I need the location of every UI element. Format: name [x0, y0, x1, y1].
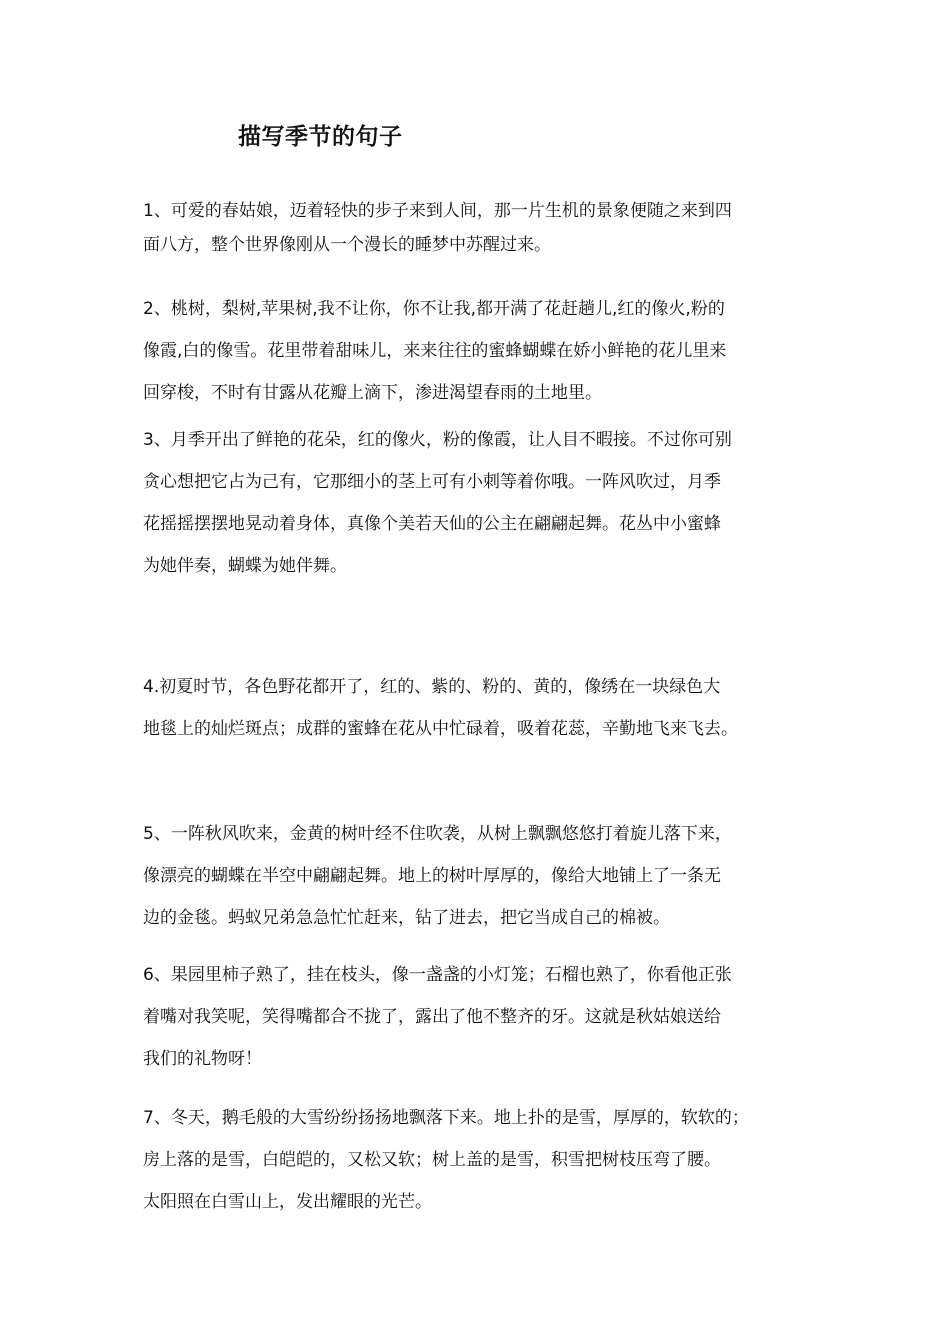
paragraph-4	[143, 666, 843, 750]
paragraph-3	[143, 419, 843, 587]
paragraph-line: 6、果园里柿子熟了，挂在枝头，像一盏盏的小灯笼；石榴也熟了，你看他正张	[143, 965, 732, 985]
paragraph-line: 地毯上的灿烂斑点；成群的蜜蜂在花从中忙碌着，吸着花蕊，辛勤地飞来飞去。	[143, 719, 738, 739]
paragraph-line: 回穿梭，不时有甘露从花瓣上滴下，渗进渴望春雨的土地里。	[143, 383, 602, 403]
paragraph-2	[143, 288, 843, 414]
paragraph-line: 贪心想把它占为己有，它那细小的茎上可有小刺等着你哦。一阵风吹过，月季	[143, 472, 721, 492]
paragraph-line: 花摇摇摆摆地晃动着身体，真像个美若天仙的公主在翩翩起舞。花丛中小蜜蜂	[143, 514, 721, 534]
paragraph-line: 我们的礼物呀！	[143, 1049, 262, 1069]
paragraph-line: 房上落的是雪，白皑皑的，又松又软；树上盖的是雪，积雪把树枝压弯了腰。	[143, 1150, 721, 1170]
paragraph-line: 太阳照在白雪山上，发出耀眼的光芒。	[143, 1192, 432, 1212]
paragraph-5	[143, 813, 843, 939]
paragraph-line: 5、一阵秋风吹来，金黄的树叶经不住吹袭，从树上飘飘悠悠打着旋儿落下来，	[143, 824, 732, 844]
paragraph-line: 面八方，整个世界像刚从一个漫长的睡梦中苏醒过来。	[143, 235, 551, 255]
paragraph-line: 4.初夏时节，各色野花都开了，红的、紫的、粉的、黄的，像绣在一块绿色大	[143, 677, 721, 697]
paragraph-line: 像漂亮的蝴蝶在半空中翩翩起舞。地上的树叶厚厚的，像给大地铺上了一条无	[143, 866, 721, 886]
paragraph-line: 7、冬天，鹅毛般的大雪纷纷扬扬地飘落下来。地上扑的是雪，厚厚的，软软的；	[143, 1108, 749, 1128]
paragraph-line: 1、可爱的春姑娘，迈着轻快的步子来到人间，那一片生机的景象便随之来到四	[143, 201, 732, 221]
paragraph-line: 着嘴对我笑呢，笑得嘴都合不拢了，露出了他不整齐的牙。这就是秋姑娘送给	[143, 1007, 721, 1027]
paragraph-6	[143, 954, 843, 1080]
paragraph-line: 2、桃树，梨树,苹果树,我不让你，你不让我,都开满了花赶趟儿,红的像火,粉的	[143, 299, 725, 319]
document-title: 描写季节的句子	[238, 124, 403, 150]
paragraph-line: 3、月季开出了鲜艳的花朵，红的像火，粉的像霞，让人目不暇接。不过你可别	[143, 430, 732, 450]
paragraph-line: 像霞,白的像雪。花里带着甜味儿，来来往往的蜜蜂蝴蝶在娇小鲜艳的花儿里来	[143, 341, 727, 361]
paragraph-7	[143, 1097, 843, 1223]
paragraph-line: 边的金毯。蚂蚁兄弟急急忙忙赶来，钻了进去，把它当成自己的棉被。	[143, 908, 670, 928]
paragraph-1	[143, 194, 843, 262]
paragraph-line: 为她伴奏，蝴蝶为她伴舞。	[143, 556, 347, 576]
